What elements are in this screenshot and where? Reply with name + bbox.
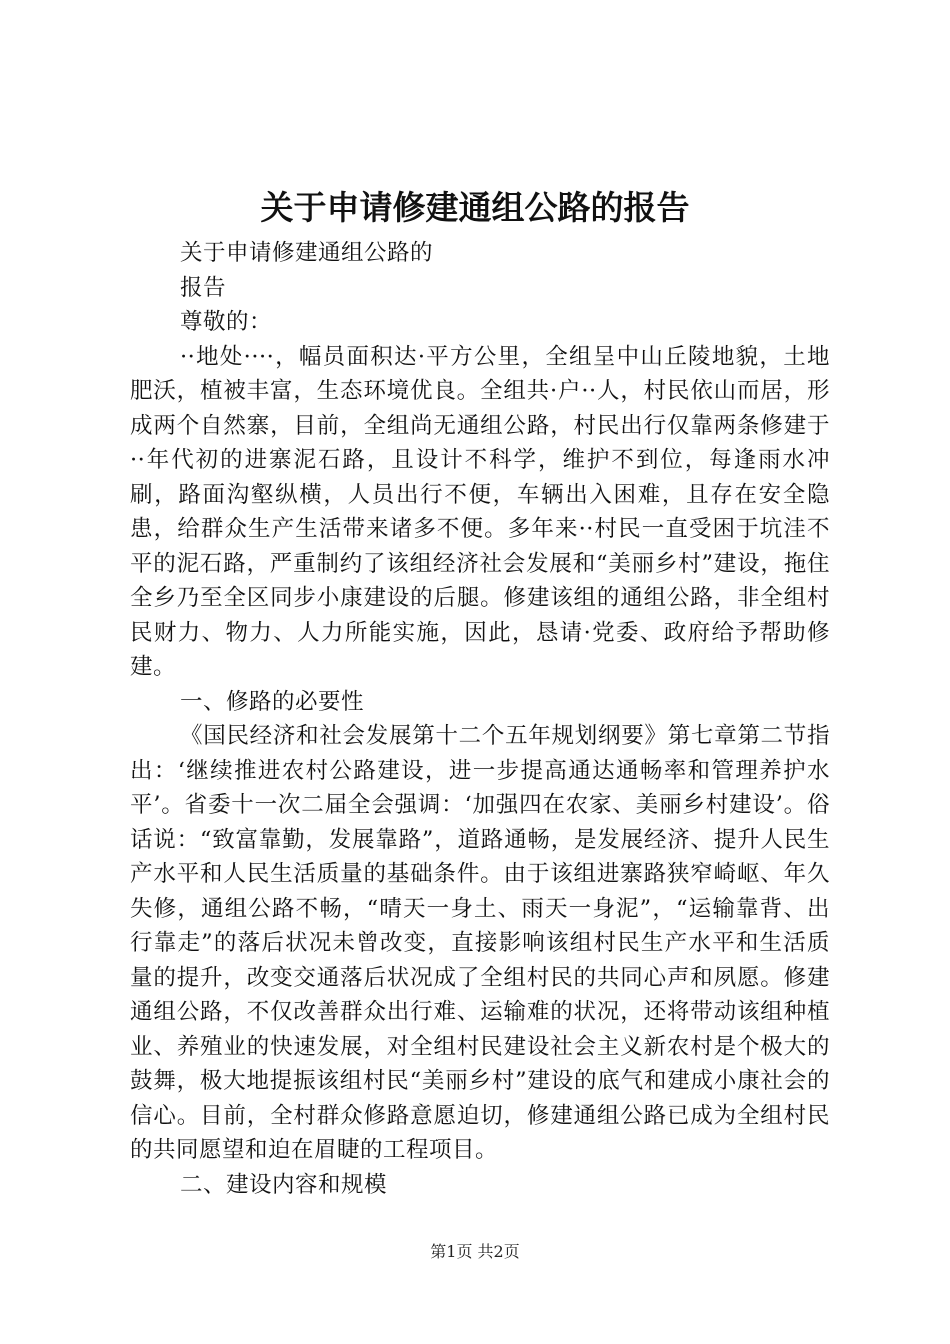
- subject-line-2: 报告: [180, 274, 227, 301]
- paragraph-background: ··地处····，幅员面积达·平方公里，全组呈中山丘陵地貌，土地肥沃，植被丰富，生态环境优良。全组共·户··人，村民依山而居，形成两个自然寨，目前，全组尚无通组公路，村民出行仅靠两条修建于··年代初的进寨泥石路，且设计不科学，维护不到位，每逢雨水冲刷，路面沟壑纵横，人员出行不便，车辆出入困难，且存在安全隐患，给群众生产生活带来诸多不便。多年来··村民一直受困于坑洼不平的泥石路，严重制约了该组经济社会发展和“美丽乡村”建设，拖住全乡乃至全区同步小康建设的后腿。修建该组的通组公路，非全组村民财力、物力、人力所能实施，因此，恳请·党委、政府给予帮助修建。: [130, 343, 830, 680]
- paragraph-necessity: 《国民经济和社会发展第十二个五年规划纲要》第七章第二节指出：‘继续推进农村公路建设，进一步提高通达通畅率和管理养护水平’。省委十一次二届全会强调：‘加强四在农家、美丽乡村建设’。俗话说：“致富靠勤，发展靠路”，道路通畅，是发展经济、提升人民生产水平和人民生活质量的基础条件。由于该组进寨路狭窄崎岖、年久失修，通组公路不畅，“晴天一身土、雨天一身泥”，“运输靠背、出行靠走”的落后状况未曾改变，直接影响该组村民生产水平和生活质量的提升，改变交通落后状况成了全组村民的共同心声和夙愿。修建通组公路，不仅改善群众出行难、运输难的状况，还将带动该组种植业、养殖业的快速发展，对全组村民建设社会主义新农村是个极大的鼓舞，极大地提振该组村民“美丽乡村”建设的底气和建成小康社会的信心。目前，全村群众修路意愿迫切，修建通组公路已成为全组村民的共同愿望和迫在眉睫的工程项目。: [130, 723, 830, 1163]
- document-title: 关于申请修建通组公路的报告: [260, 188, 690, 227]
- section-heading-scope: 二、建设内容和规模: [180, 1171, 388, 1198]
- document-body: [130, 236, 830, 1202]
- section-heading-necessity: 一、修路的必要性: [180, 688, 365, 715]
- page-number-footer: 第1页 共2页: [430, 1242, 520, 1261]
- salutation: 尊敬的：: [180, 309, 273, 335]
- subject-line-1: 关于申请修建通组公路的: [180, 240, 434, 266]
